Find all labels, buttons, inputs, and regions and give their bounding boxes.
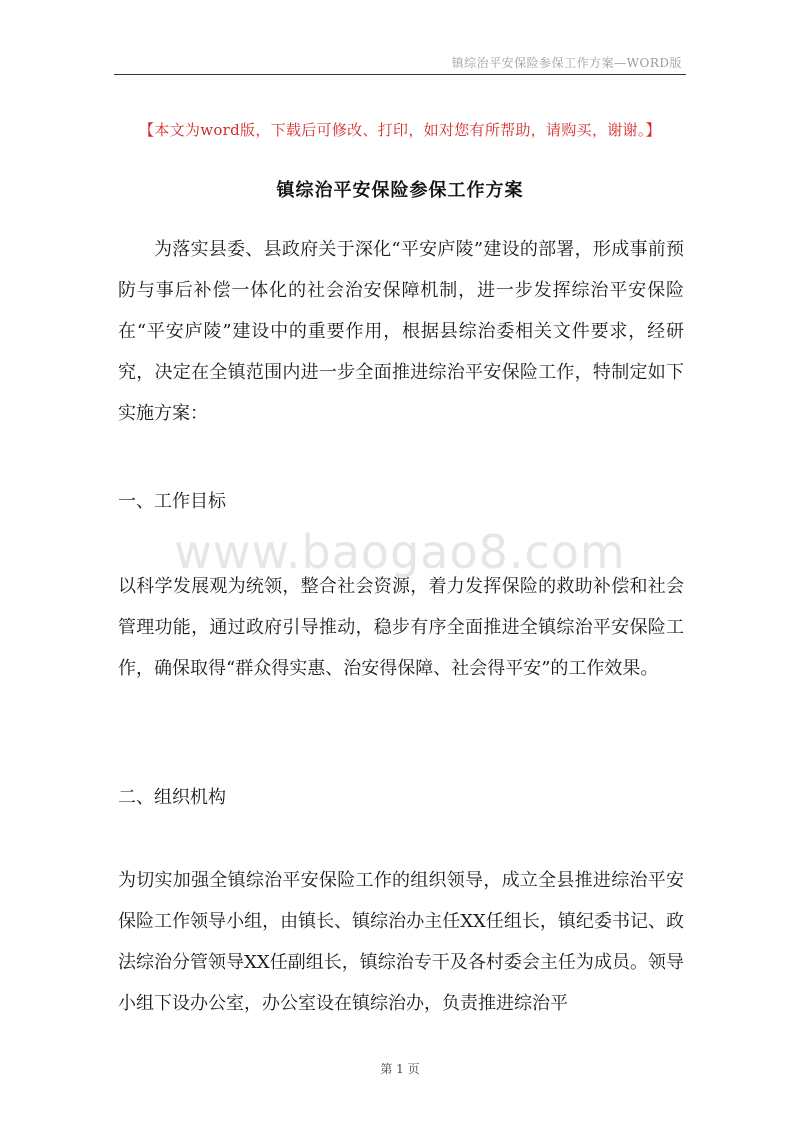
intro-paragraph: 为落实县委、县政府关于深化“平安庐陵”建设的部署，形成事前预防与事后补偿一体化的社会治安保障机制，进一步发挥综治平安保险在“平安庐陵”建设中的重要作用，根据县综治委相关文件要求，经研究，决定在全镇范围内进一步全面推进综治平安保险工作，特制定如下实施方案：	[118, 239, 684, 424]
purchase-notice: 【本文为word版，下载后可修改、打印，如对您有所帮助，请购买，谢谢。】	[139, 121, 661, 139]
section-body-goals: 以科学发展观为统领，整合社会资源，着力发挥保险的救助补偿和社会管理功能，通过政府引导推动，稳步有序全面推进全镇综治平安保险工作，确保取得“群众得实惠、治安得保障、社会得平安”的工作效果。	[118, 576, 684, 679]
section-heading-goals: 一、工作目标	[118, 491, 226, 512]
section-body-organization: 为切实加强全镇综治平安保险工作的组织领导，成立全县推进综治平安保险工作领导小组，由镇长、镇综治办主任XX任组长，镇纪委书记、政法综治分管领导XX任副组长，镇综治专干及各村委会主任为成员。领导小组下设办公室，办公室设在镇综治办，负责推进综治平	[118, 870, 684, 1014]
watermark: www.baogao8.com	[174, 525, 626, 579]
section-heading-organization: 二、组织机构	[118, 787, 226, 808]
running-header: 镇综治平安保险参保工作方案—WORD版	[451, 56, 682, 70]
page-number: 第 1 页	[380, 1062, 420, 1076]
header-divider	[114, 74, 686, 75]
document-title: 镇综治平安保险参保工作方案	[276, 180, 524, 201]
